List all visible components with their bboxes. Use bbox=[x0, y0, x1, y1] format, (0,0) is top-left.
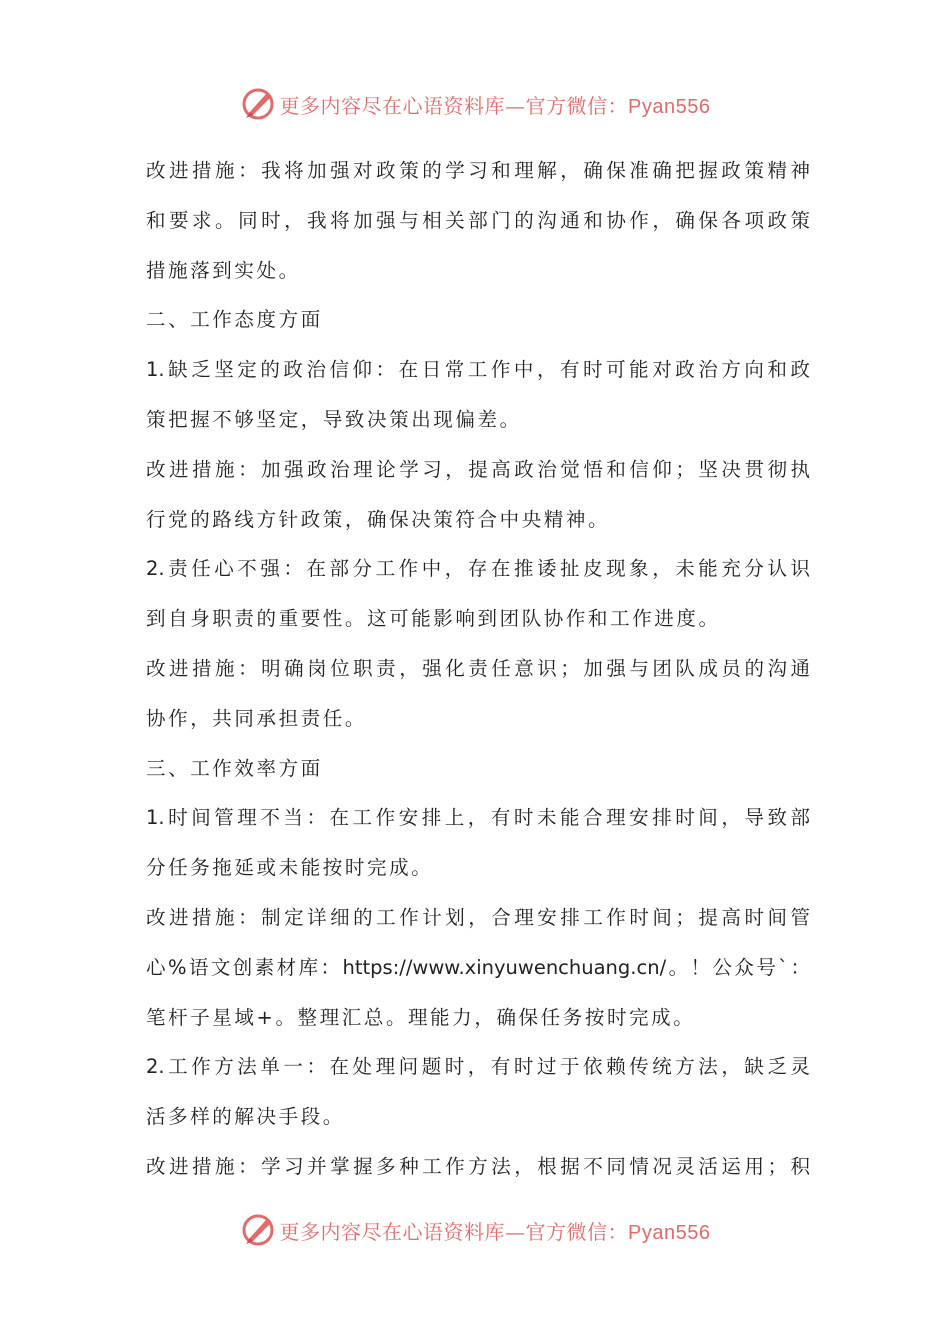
wechat-id: Pyan556 bbox=[628, 95, 711, 118]
text-line: 笔杆子星域+。整理汇总。理能力，确保任务按时完成。 bbox=[146, 1005, 696, 1029]
text-line: 1.缺乏坚定的政治信仰：在日常工作中，有时可能对政治方向和政 bbox=[146, 358, 810, 382]
text-line: 策把握不够坚定，导致决策出现偏差。 bbox=[146, 407, 522, 431]
pen-logo-icon bbox=[240, 86, 276, 122]
header-banner bbox=[0, 84, 950, 124]
footer-banner bbox=[0, 1210, 950, 1250]
text-line: 活多样的解决手段。 bbox=[146, 1105, 345, 1129]
text-line: 改进措施：加强政治理论学习，提高政治觉悟和信仰；坚决贯彻执 bbox=[146, 457, 810, 481]
text-line: 到自身职责的重要性。这可能影响到团队协作和工作进度。 bbox=[146, 607, 721, 631]
document-body bbox=[146, 146, 810, 1192]
section-heading: 二、工作态度方面 bbox=[146, 308, 323, 332]
text-line: 措施落到实处。 bbox=[146, 258, 301, 282]
text-line: 改进措施：制定详细的工作计划，合理安排工作时间；提高时间管 bbox=[146, 905, 810, 929]
section-heading: 三、工作效率方面 bbox=[146, 756, 323, 780]
text-line: 2.责任心不强：在部分工作中，存在推诿扯皮现象，未能充分认识 bbox=[146, 557, 810, 581]
text-line: 改进措施：学习并掌握多种工作方法，根据不同情况灵活运用；积 bbox=[146, 1154, 810, 1178]
wechat-id: Pyan556 bbox=[628, 1221, 711, 1244]
text-line: 协作，共同承担责任。 bbox=[146, 706, 368, 730]
text-line: 改进措施：明确岗位职责，强化责任意识；加强与团队成员的沟通 bbox=[146, 656, 810, 680]
banner-text: 更多内容尽在心语资料库—官方微信：Pyan556 bbox=[279, 1219, 711, 1244]
text-line-watermark-link: 心%语文创素材库：https://www.xinyuwenchuang.cn/。！公众号`： bbox=[146, 955, 810, 979]
text-line: 2.工作方法单一：在处理问题时，有时过于依赖传统方法，缺乏灵 bbox=[146, 1055, 810, 1079]
pen-logo-icon bbox=[240, 1212, 276, 1248]
text-line: 改进措施：我将加强对政策的学习和理解，确保准确把握政策精神 bbox=[146, 159, 810, 182]
text-line: 分任务拖延或未能按时完成。 bbox=[146, 856, 434, 880]
banner-text: 更多内容尽在心语资料库—官方微信：Pyan556 bbox=[279, 93, 711, 118]
text-line: 1.时间管理不当：在工作安排上，有时未能合理安排时间，导致部 bbox=[146, 806, 810, 830]
text-line: 和要求。同时，我将加强与相关部门的沟通和协作，确保各项政策 bbox=[146, 208, 810, 232]
text-line: 行党的路线方针政策，确保决策符合中央精神。 bbox=[146, 507, 611, 531]
